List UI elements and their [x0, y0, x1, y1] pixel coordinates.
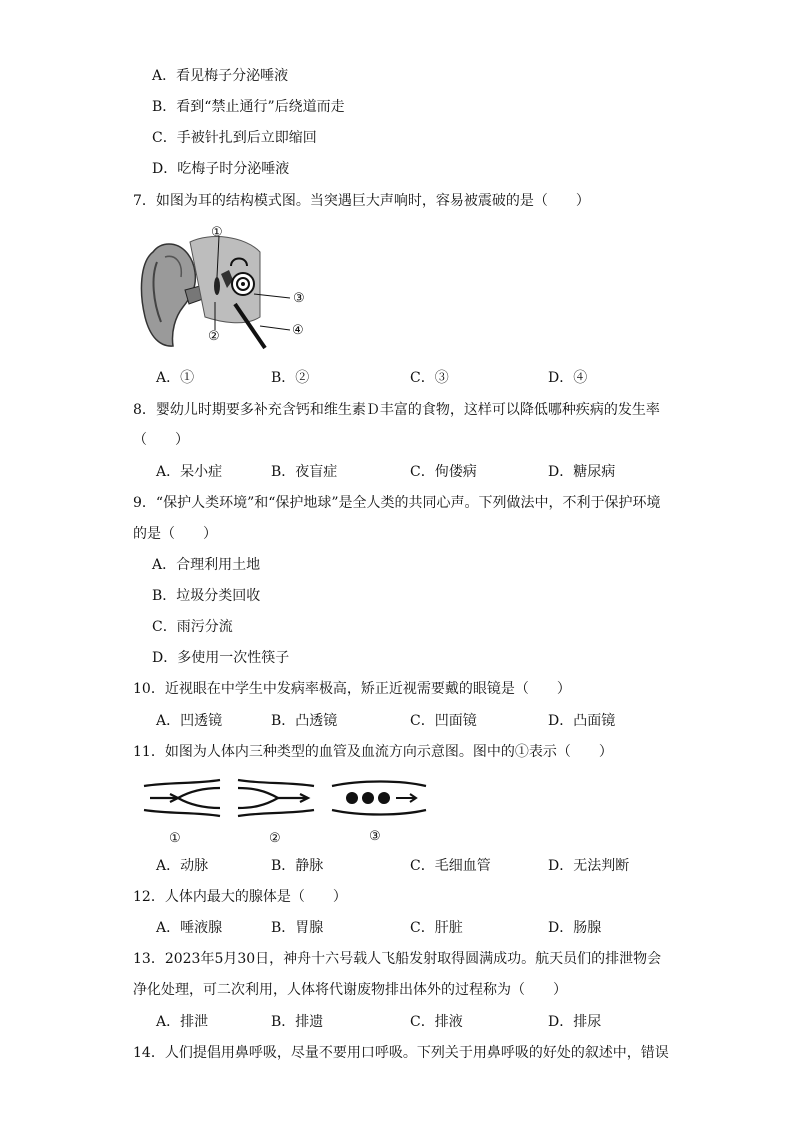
q6-option-c: C．手被针扎到后立即缩回 [152, 130, 317, 146]
q10-option-b: B．凸透镜 [271, 713, 338, 729]
q8-option-a: A．呆小症 [156, 464, 223, 480]
q12-option-b: B．胃腺 [271, 920, 324, 936]
q9-option-a: A．合理利用土地 [152, 557, 261, 573]
q7-stem: 7．如图为耳的结构模式图。当突遇巨大声响时，容易被震破的是（ ） [133, 193, 590, 209]
vessel-label-3: ③ [369, 829, 381, 844]
ear-structure-figure [135, 222, 315, 354]
ear-label-2: ② [208, 329, 220, 344]
ear-label-4: ④ [292, 323, 304, 338]
q9-option-c: C．雨污分流 [152, 619, 233, 635]
q7-option-a: A．① [156, 370, 195, 386]
ear-label-3: ③ [293, 291, 305, 306]
q9-option-b: B．垃圾分类回收 [152, 588, 261, 604]
q10-option-a: A．凹透镜 [156, 713, 223, 729]
q8-stem-line2: （ ） [133, 432, 189, 448]
q10-stem: 10．近视眼在中学生中发病率极高，矫正近视需要戴的眼镜是（ ） [133, 681, 571, 697]
q9-option-d: D．多使用一次性筷子 [152, 650, 290, 666]
q13-option-c: C．排液 [410, 1014, 463, 1030]
vessel-label-1: ① [169, 831, 181, 846]
q8-stem-line1: 8．婴幼儿时期要多补充含钙和维生素Ｄ丰富的食物，这样可以降低哪种疾病的发生率 [133, 402, 660, 418]
q13-stem-line1: 13．2023年5月30日，神舟十六号载人飞船发射取得圆满成功。航天员们的排泄物会 [133, 951, 662, 967]
blood-vessel-figure [140, 776, 430, 820]
q13-option-a: A．排泄 [156, 1014, 209, 1030]
q12-stem: 12．人体内最大的腺体是（ ） [133, 889, 347, 905]
q13-option-d: D．排尿 [548, 1014, 602, 1030]
q13-stem-line2: 净化处理，可二次利用，人体将代谢废物排出体外的过程称为（ ） [133, 982, 567, 998]
q9-stem-line1: 9．“保护人类环境”和“保护地球”是全人类的共同心声。下列做法中，不利于保护环境 [133, 495, 661, 511]
q7-option-d: D．④ [548, 370, 588, 386]
q7-option-c: C．③ [410, 370, 449, 386]
q6-option-b: B．看到“禁止通行”后绕道而走 [152, 99, 345, 115]
q12-option-d: D．肠腺 [548, 920, 602, 936]
q9-stem-line2: 的是（ ） [133, 526, 217, 542]
vessel-label-2: ② [269, 831, 281, 846]
q14-stem-line1: 14．人们提倡用鼻呼吸，尽量不要用口呼吸。下列关于用鼻呼吸的好处的叙述中，错误 [133, 1045, 669, 1061]
ear-label-1: ① [211, 225, 223, 240]
q13-option-b: B．排遗 [271, 1014, 324, 1030]
q8-option-d: D．糖尿病 [548, 464, 616, 480]
q11-stem: 11．如图为人体内三种类型的血管及血流方向示意图。图中的①表示（ ） [133, 744, 613, 760]
q11-option-d: D．无法判断 [548, 858, 630, 874]
q7-option-b: B．② [271, 370, 310, 386]
q12-option-a: A．唾液腺 [156, 920, 223, 936]
q10-option-d: D．凸面镜 [548, 713, 616, 729]
q12-option-c: C．肝脏 [410, 920, 463, 936]
q11-option-b: B．静脉 [271, 858, 324, 874]
q6-option-a: A．看见梅子分泌唾液 [152, 68, 289, 84]
q10-option-c: C．凹面镜 [410, 713, 477, 729]
q11-option-a: A．动脉 [156, 858, 209, 874]
q8-option-b: B．夜盲症 [271, 464, 338, 480]
q6-option-d: D．吃梅子时分泌唾液 [152, 161, 290, 177]
q8-option-c: C．佝偻病 [410, 464, 477, 480]
q11-option-c: C．毛细血管 [410, 858, 491, 874]
